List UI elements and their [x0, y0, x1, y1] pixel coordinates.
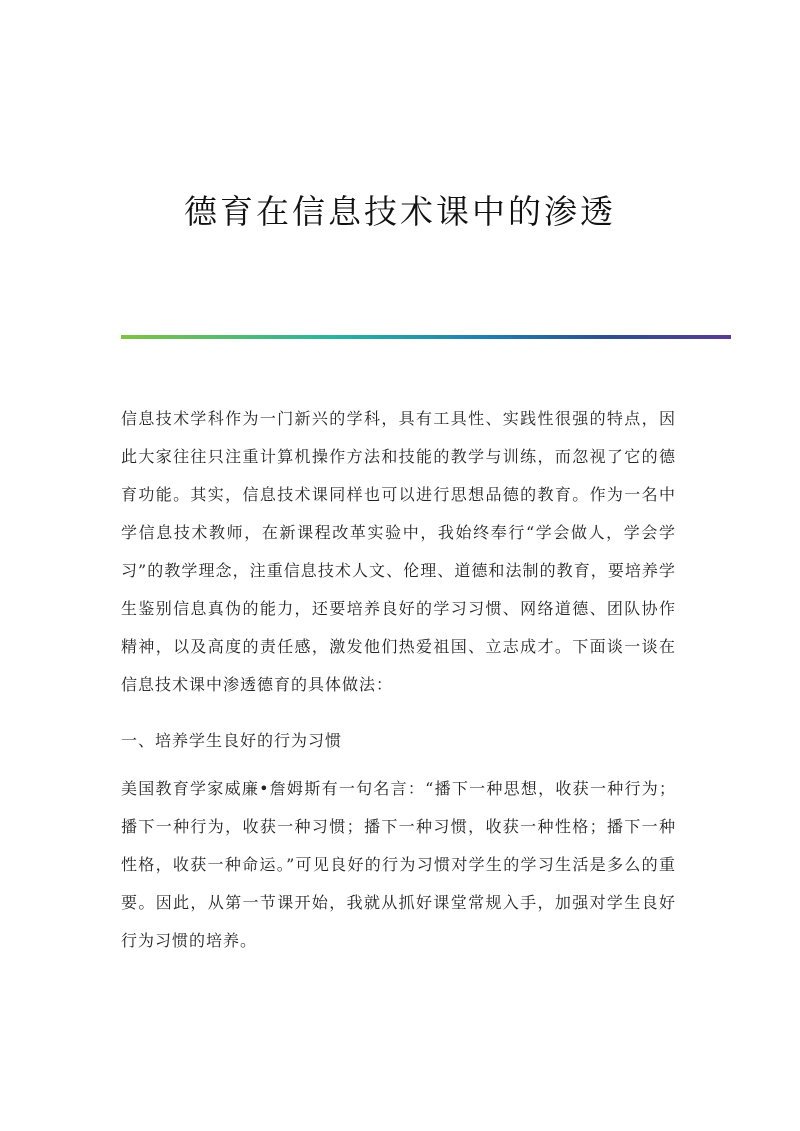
document-body	[121, 400, 676, 978]
title-divider	[121, 335, 731, 339]
document-title: 德育在信息技术课中的渗透	[184, 192, 616, 231]
body-paragraph: 美国教育学家威廉•詹姆斯有一句名言：“播下一种思想，收获一种行为；播下一种行为，收获一种习惯；播下一种习惯，收获一种性格；播下一种性格，收获一种命运。”可见良好的行为习惯对学生的学习生活是多么的重要。因此，从第一节课开始，我就从抓好课堂常规入手，加强对学生良好行为习惯的培养。	[121, 779, 676, 950]
section-heading: 一、培养学生良好的行为习惯	[121, 731, 343, 750]
intro-paragraph: 信息技术学科作为一门新兴的学科，具有工具性、实践性很强的特点，因此大家往往只注重计算机操作方法和技能的教学与训练，而忽视了它的德育功能。其实，信息技术课同样也可以进行思想品德的教育。作为一名中学信息技术教师，在新课程改革实验中，我始终奉行“学会做人，学会学习”的教学理念，注重信息技术人文、伦理、道德和法制的教育，要培养学生鉴别信息真伪的能力，还要培养良好的学习习惯、网络道德、团队协作精神，以及高度的责任感，激发他们热爱祖国、立志成才。下面谈一谈在信息技术课中渗透德育的具体做法：	[121, 409, 676, 694]
